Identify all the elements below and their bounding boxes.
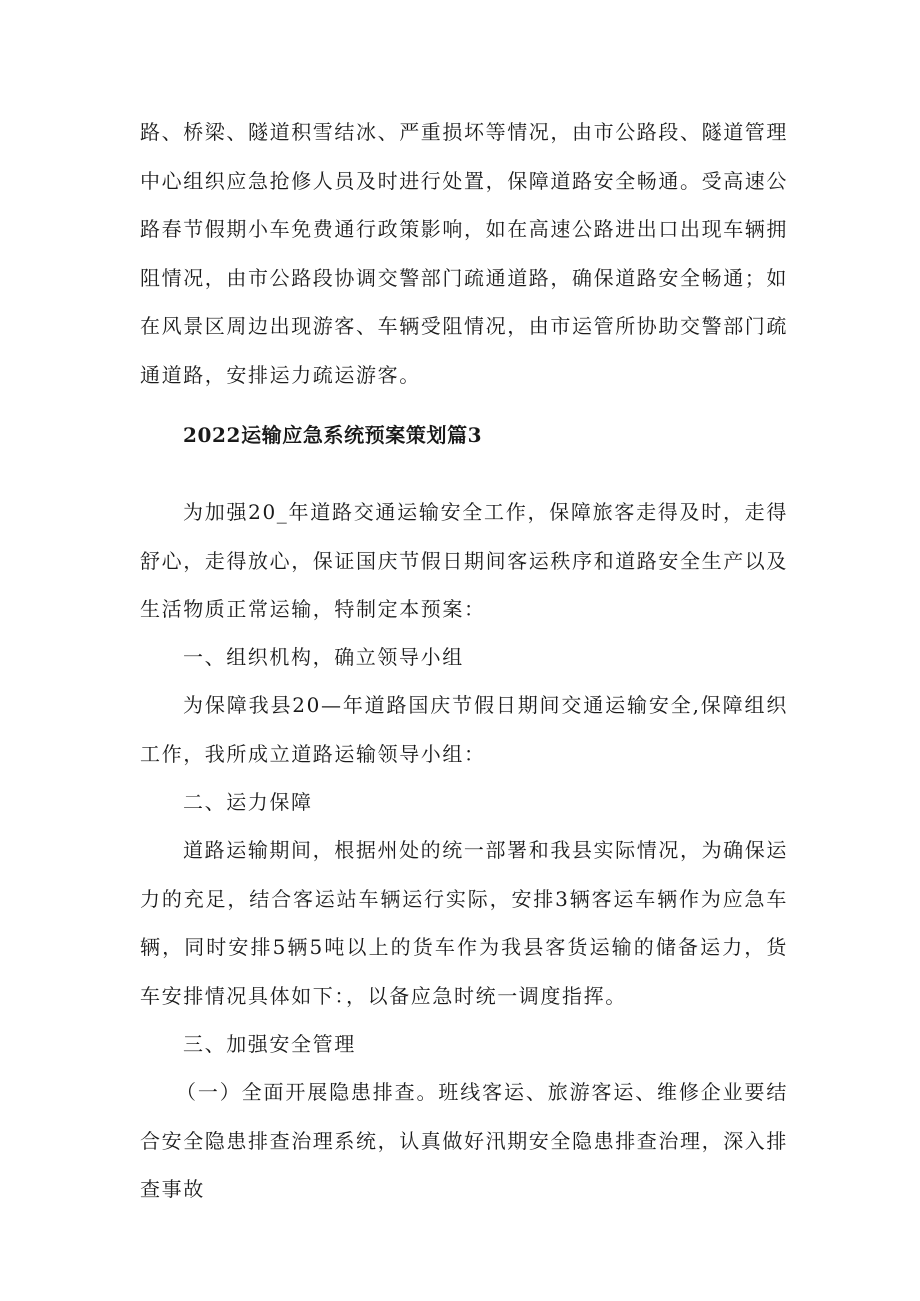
heading-capacity: 二、运力保障 [183,790,313,814]
opening-paragraph: 为加强20_年道路交通运输安全工作，保障旅客走得及时，走得舒心，走得放心，保证国庆节假日期间客运秩序和道路安全生产以及生活物质正常运输，特制定本预案： [140,500,788,621]
capacity-paragraph: 道路运输期间，根据州处的统一部署和我县实际情况，为确保运力的充足，结合客运站车辆运行实际，安排3辆客运车辆作为应急车辆，同时安排5辆5吨以上的货车作为我县客货运输的储备运力，货车安排情况具体如下：，以备应急时统一调度指挥。 [140,838,788,1008]
heading-safety: 三、加强安全管理 [183,1032,356,1056]
safety-paragraph: （一）全面开展隐患排查。班线客运、旅游客运、维修企业要结合安全隐患排查治理系统，认真做好汛期安全隐患排查治理，深入排查事故 [140,1080,788,1201]
organization-paragraph: 为保障我县20—年道路国庆节假日期间交通运输安全,保障组织工作，我所成立道路运输领导小组： [140,693,788,766]
section-title: 2022运输应急系统预案策划篇3 [183,423,483,447]
heading-organization: 一、组织机构，确立领导小组 [183,645,464,669]
intro-paragraph: 路、桥梁、隧道积雪结冰、严重损坏等情况，由市公路段、隧道管理中心组织应急抢修人员及时进行处置，保障道路安全畅通。受高速公路春节假期小车免费通行政策影响，如在高速公路进出口出现车辆拥阻情况，由市公路段协调交警部门疏通道路，确保道路安全畅通；如在风景区周边出现游客、车辆受阻情况，由市运管所协助交警部门疏通道路，安排运力疏运游客。 [140,120,788,387]
